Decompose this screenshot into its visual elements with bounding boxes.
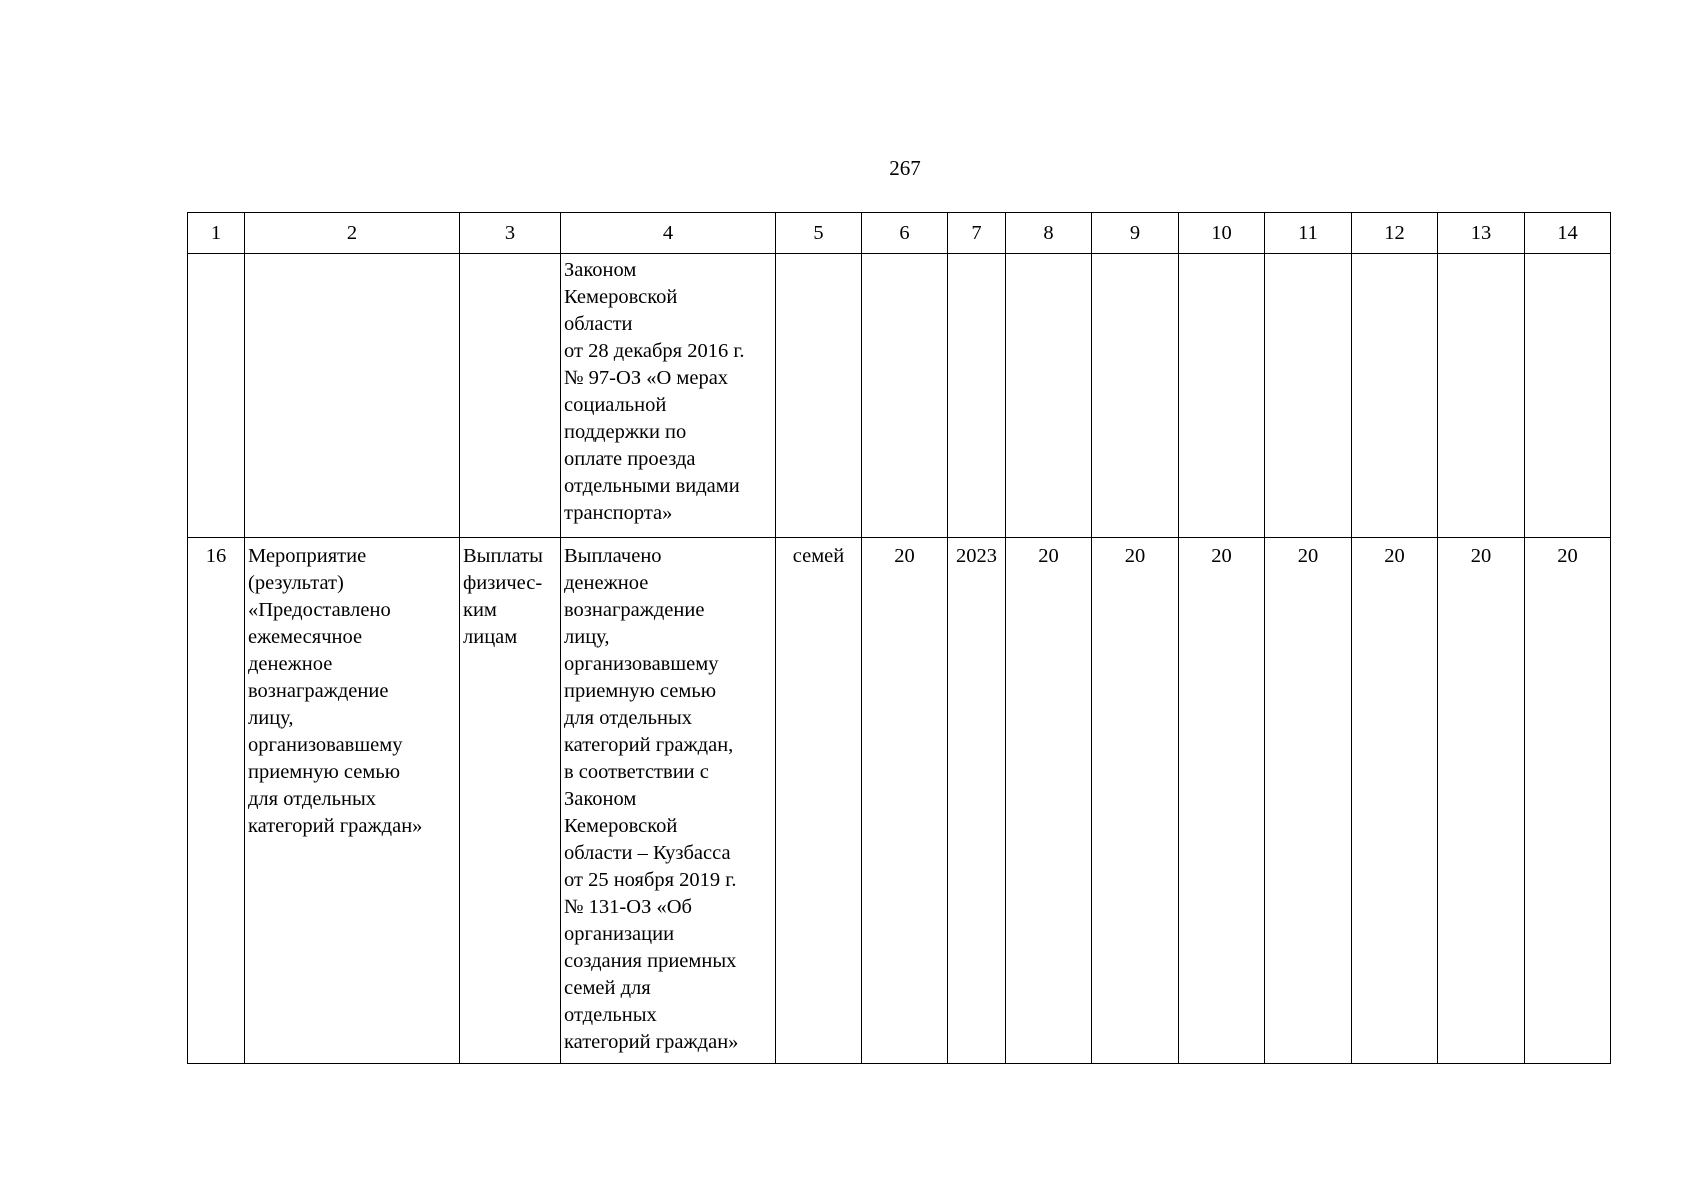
- value-cell: [1438, 254, 1525, 538]
- description-cell: Выплачено денежное вознаграждение лицу, организовавшему приемную семью для отдельных категорий граждан, в соответствии с Законом Кемеровской области – Кузбасса от 25 ноября 2019 г. № 131-ОЗ «Об организации создания приемных семей для отдельных категорий граждан»: [561, 538, 776, 1064]
- value-cell: [1265, 254, 1352, 538]
- indicators-table: [187, 212, 1611, 1064]
- column-header: 4: [561, 213, 776, 254]
- value-cell: 20: [862, 538, 948, 1064]
- row-number-cell: [188, 254, 245, 538]
- page-number: 267: [889, 156, 921, 180]
- unit-cell: [776, 254, 862, 538]
- table-row: [188, 538, 1611, 1064]
- value-cell: 20: [1525, 538, 1611, 1064]
- column-header: 8: [1006, 213, 1092, 254]
- column-header: 12: [1352, 213, 1438, 254]
- column-header: 10: [1179, 213, 1265, 254]
- column-header: 11: [1265, 213, 1352, 254]
- value-cell: 20: [1352, 538, 1438, 1064]
- event-name-cell: Мероприятие (результат) «Предоставлено ежемесячное денежное вознаграждение лицу, организовавшему приемную семью для отдельных категорий граждан»: [245, 538, 460, 1064]
- value-cell: [1525, 254, 1611, 538]
- type-cell: Выплаты физичес- ким лицам: [460, 538, 561, 1064]
- column-header: 9: [1092, 213, 1179, 254]
- value-cell: [1179, 254, 1265, 538]
- column-header: 3: [460, 213, 561, 254]
- value-cell: [1006, 254, 1092, 538]
- row-number-cell: 16: [188, 538, 245, 1064]
- value-cell: [1092, 254, 1179, 538]
- value-cell: 20: [1265, 538, 1352, 1064]
- value-cell: [1352, 254, 1438, 538]
- column-header: 2: [245, 213, 460, 254]
- year-cell: [948, 254, 1006, 538]
- description-cell: Законом Кемеровской области от 28 декабря 2016 г. № 97-ОЗ «О мерах социальной поддержки по оплате проезда отдельными видами транспорта»: [561, 254, 776, 538]
- event-name-cell: [245, 254, 460, 538]
- column-header: 1: [188, 213, 245, 254]
- column-header: 14: [1525, 213, 1611, 254]
- column-header: 13: [1438, 213, 1525, 254]
- type-cell: [460, 254, 561, 538]
- year-cell: 2023: [948, 538, 1006, 1064]
- table-row: [188, 254, 1611, 538]
- unit-cell: семей: [776, 538, 862, 1064]
- value-cell: 20: [1092, 538, 1179, 1064]
- value-cell: 20: [1006, 538, 1092, 1064]
- column-header: 5: [776, 213, 862, 254]
- column-header: 7: [948, 213, 1006, 254]
- value-cell: [862, 254, 948, 538]
- value-cell: 20: [1179, 538, 1265, 1064]
- value-cell: 20: [1438, 538, 1525, 1064]
- column-header: 6: [862, 213, 948, 254]
- table-header-row: [188, 213, 1611, 254]
